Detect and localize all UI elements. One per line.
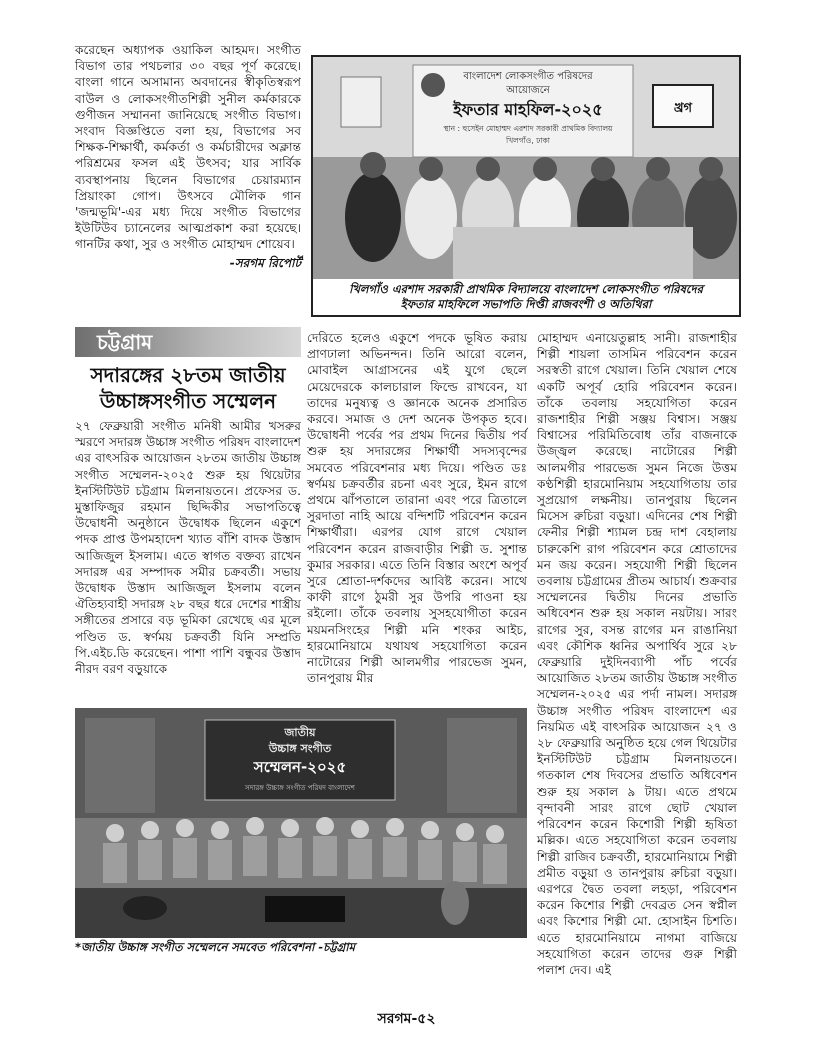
iftar-photo-frame: [311, 55, 741, 317]
article-paragraph-1: ২৭ ফেব্রুয়ারী সংগীত মনিষী আমীর খসরুর স্মরণে সদারঙ্গ উচ্চাঙ্গ সংগীত পরিষদ বাংলাদেশ এর বাৎসরিক আয়োজন ২৮তম জাতীয় উচ্চাঙ্গ সংগীত সম্মেলন-২০২৫ শুরু হয় থিয়েটার ইনস্টিটিউট চট্টগ্রাম মিলনায়তনে। প্রফেসর ড. মুস্তাফিজুর রহমান ছিদ্দিকীর সভাপতিত্বে উদ্বোধনী অনুষ্ঠানে উদ্বোধক ছিলেন একুশে পদক প্রাপ্ত উপমহাদেশ খ্যাত বাঁশি বাদক উস্তাদ আজিজুল ইসলাম। এতে স্বাগত বক্তব্য রাখেন সদারঙ্গ এর সম্পাদক সমীর চক্রবর্তী। সভায় উদ্বোধক উস্তাদ আজিজুল ইসলাম বলেন ঐতিহ্যবাহী সদারঙ্গ ২৮ বছর ধরে দেশের শাস্ত্রীয় সঙ্গীতের প্রসারে বড় ভূমিকা রেখেছে এর মূলে পণ্ডিত ড. স্বর্ণময় চক্রবর্তী যিনি সম্প্রতি পি.এইচ.ডি করেছেন। পাশা পাশি বন্ধুবর উস্তাদ নীরদ বরণ বড়ুয়াকে: [75, 419, 301, 677]
concert-photo-frame: [75, 708, 527, 938]
banner-org-text: বাংলাদেশ লোকসংগীত পরিষদের: [463, 71, 593, 82]
banner-venue-text: স্থান : হুসেইন মোহাম্মদ এরশাদ সরকারী প্রাথমিক বিদ্যালয়: [443, 124, 613, 133]
banner-aayojon-text: আয়োজনে: [506, 85, 550, 96]
concert-banner-line3: সম্মেলন-২০২৫: [253, 758, 347, 776]
concert-photo-caption: *জাতীয় উচ্চাঙ্গ সংগীত সম্মেলনে সমবেত পরিবেশনা -চট্টগ্রাম: [75, 940, 355, 954]
harmonium-icon: [265, 896, 345, 922]
page-footer: সরগম-৫২: [377, 1011, 436, 1027]
column-2-article: [307, 330, 527, 686]
report-signature: -সরগম রিপোর্ট: [229, 255, 301, 270]
intro-paragraph: করেছেন অধ্যাপক ওয়াকিল আহমদ। সংগীত বিভাগ তার পথচলার ৩০ বছর পূর্ণ করেছে। বাংলা গানে অসামান্য অবদানের স্বীকৃতিস্বরূপ বাউল ও লোকসংগীতশিল্পী সুনীল কর্মকারকে গুণীজন সম্মাননা জানিয়েছে সংগীত বিভাগ। সংবাদ বিজ্ঞপ্তিতে বলা হয়, বিভাগের সব শিক্ষক-শিক্ষার্থী, কর্মকর্তা ও কর্মচারীদের অক্লান্ত পরিশ্রমের ফসল এই উৎসব; যার সার্বিক ব্যবস্থাপনায় ছিলেন বিভাগের চেয়ারম্যান প্রিয়াংকা গোপ। উৎসবে মৌলিক গান 'জন্মভূমি'-এর মধ্য দিয়ে সংগীত বিভাগের ইউটিউব চ্যানেলের আত্মপ্রকাশ করা হয়েছে। গানটির কথা, সুর ও সংগীত মোহাম্মদ শোয়েব।: [75, 43, 301, 252]
concert-banner-org: সদারঙ্গ উচ্চাঙ্গ সংগীত পরিষদ বাংলাদেশ: [245, 784, 355, 792]
article-paragraph-2: দেরিতে হলেও একুশে পদকে ভূষিত করায় প্রাণঢালা অভিনন্দন। তিনি আরো বলেন, মোবাইল আগ্রাসনের এই যুগে ছেলে মেয়েদেরকে কালচারাল ফিল্ডে রাখবেন, যা তাদের মনুষ্যত্ব ও জ্ঞানকে অনেক প্রসারিত করবে। সমাজ ও দেশ অনেক উপকৃত হবে। উদ্বোধনী পর্বের পর প্রথম দিনের দ্বিতীয় পর্ব শুরু হয় সদারঙ্গের শিক্ষার্থী সদস্যবৃন্দের সমবেত পরিবেশনার মধ্য দিয়ে। পণ্ডিত ডঃ স্বর্ণময় চক্রবর্তীর রচনা এবং সুরে, ইমন রাগে প্রথমে ঝাঁপতালে তারানা এবং পরে ত্রিতালে সুরদাতা নাহি আয়ে বন্দিশটি পরিবেশন করেন শিক্ষার্থীরা। এরপর যোগ রাগে খেয়াল পরিবেশন করেন রাজবাড়ীর শিল্পী ড. সুশান্ত কুমার সরকার। এতে তিনি বিস্তার অংশে অপূর্ব সুরে শ্রোতা-দর্শকদের আবিষ্ট করেন। সাথে কাফী রাগে ঠুমরী সুর উপরি পাওনা হয় রইলো। তাঁকে তবলায় সুসহযোগীতা করেন ময়মনসিংহের শিল্পী মনি শংকর আইচ, হারমোনিয়ামে যথাযথ সহযোগিতা করেন নাটোরের শিল্পী আলমগীর পারভেজ সুমন, তানপুরায় মীর: [307, 331, 527, 686]
iftar-photo: [313, 57, 739, 279]
article-headline: সদারঙ্গের ২৮তম জাতীয় উচ্চাঙ্গসংগীত সম্মেলন: [90, 363, 286, 413]
article-paragraph-3: মোহাম্মদ এনায়েতুল্লাহ সানী। রাজশাহীর শিল্পী শায়লা তাসমিন পরিবেশন করেন সরস্বতী রাগে খেয়াল। তিনি খেয়াল শেষে একটি অপূর্ব হোরি পরিবেশন করেন। তাঁকে তবলায় সহযোগিতা করেন রাজশাহীর শিল্পী সঞ্জয় বিশ্বাস। সঞ্জয় বিশ্বাসের পরিমিতিবোধ তাঁর বাজনাকে উজ্জ্বল করেছে। নাটোরের শিল্পী আলমগীর পারভেজ সুমন নিজে উত্তম কণ্ঠশিল্পী হারমোনিয়াম সহযোগিতায় তার সুপ্রয়োগ লক্ষনীয়। তানপুরায় ছিলেন মিসেস রুচিরা বড়ুয়া। এদিনের শেষ শিল্পী ফেনীর শিল্পী শ্যামল চন্দ্র দাশ বেহালায় চারুকেশি রাগ পরিবেশন করে শ্রোতাদের মন জয় করেন। সহযোগী শিল্পী ছিলেন তবলায় চট্টগ্রামের প্রীতম আচার্য। শুক্রবার সম্মেলনের দ্বিতীয় দিনের প্রভাতি অধিবেশন শুরু হয় সকাল নয়টায়। সারং রাগের সুর, বসন্ত রাগের মন রাঙানিয়া এবং কৌশিক ধ্বনির অপার্থিব সুরে ২৮ ফেব্রুয়ারি দুইদিনব্যাপী পাঁচ পর্বের আয়োজিত ২৮তম জাতীয় উচ্চাঙ্গ সংগীত সম্মেলন-২০২৫ এর পর্দা নামল। সদারঙ্গ উচ্চাঙ্গ সংগীত পরিষদ বাংলাদেশ এর নিয়মিত এই বাৎসরিক আয়োজন ২৭ ও ২৮ ফেব্রুয়ারি অনুষ্ঠিত হয়ে গেল থিয়েটার ইনস্টিটিউট চট্টগ্রাম মিলনায়তনে। গতকাল শেষ দিবসের প্রভাতি অধিবেশন শুরু হয় সকাল ৯ টায়। এতে প্রথমে বৃন্দাবনী সারং রাগে ছোট খেয়াল পরিবেশন করেন কিশোরী শিল্পী হৃষিতা মল্লিক। এতে সহযোগিতা করেন তবলায় শিল্পী রাজিব চক্রবর্তী, হারমোনিয়ামে শিল্পী প্রমীত বড়ুয়া ও তানপুরায় রুচিরা বড়ুয়া। এরপরে দ্বৈত তবলা লহড়া, পরিবেশন করেন কিশোর শিল্পী দেবব্রত সেন স্বপ্নীল এবং কিশোর শিল্পী মো. হোসাইন চিশতি। এতে হারমোনিয়ামে নাগমা বাজিয়ে সহযোগিতা করেন তাদের গুরু শিল্পী পলাশ দেব। এই: [537, 331, 737, 977]
society-logo-icon: [421, 73, 445, 97]
concert-photo: [75, 708, 527, 938]
concert-banner-line1: জাতীয়: [284, 726, 316, 739]
column-1-article: [75, 418, 301, 677]
column-3-article: [537, 330, 737, 978]
banner-title-text: ইফতার মাহফিল-২০২৫: [453, 100, 603, 119]
tabla-icon: [123, 896, 167, 920]
wall-logo-text: খ্রগ: [673, 101, 693, 116]
section-banner-chattogram: [75, 327, 301, 357]
tanpura-icon: [441, 881, 469, 925]
concert-banner-line2: উচ্চাঙ্গ সংগীত: [268, 742, 332, 755]
section-label: চট্টগ্রাম: [97, 330, 153, 354]
column-1-top-text: [75, 42, 301, 271]
iftar-photo-caption: খিলগাঁও এরশাদ সরকারী প্রাথমিক বিদ্যালয়ে বাংলাদেশ লোকসংগীত পরিষদের ইফতার মাহফিলে সভাপতি দিপ্তী রাজবংশী ও অতিথিরা: [349, 282, 703, 311]
banner-place-text: খিলগাঁও, ঢাকা: [506, 136, 550, 145]
